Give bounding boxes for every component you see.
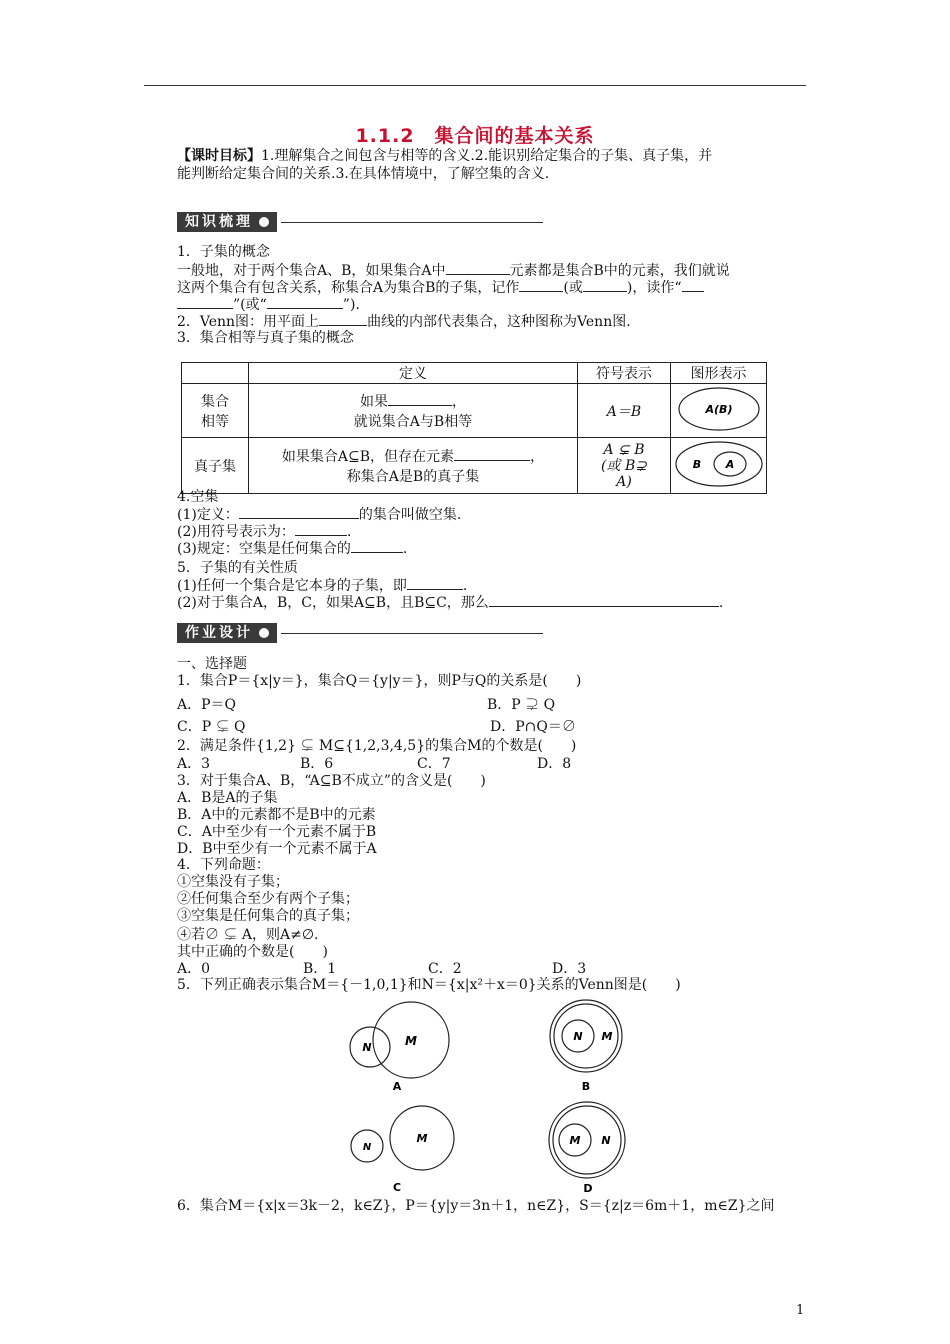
q4-option-b[interactable]: B．1: [303, 961, 337, 977]
q5-venn-option-a[interactable]: [345, 998, 455, 1094]
venn-label-n: N: [362, 1142, 372, 1153]
q1-option-a[interactable]: A．P＝Q: [177, 697, 237, 713]
k1-line-1: [177, 262, 730, 280]
row-proper-definition: [249, 438, 578, 494]
k5-head: 5．子集的有关性质: [177, 560, 298, 576]
venn-proper-diagram: [673, 439, 765, 489]
table-header-symbol: 符号表示: [578, 363, 671, 384]
row-equal-name: [182, 384, 249, 438]
def-text-2: 称集合A是B的真子集: [346, 468, 480, 485]
venn-option-letter: C: [392, 1181, 402, 1194]
k5-line-2: [177, 594, 723, 612]
q4-statement-2: ②任何集合至少有两个子集；: [177, 891, 359, 907]
venn-label-m: M: [601, 1030, 613, 1043]
q1-option-c[interactable]: C．P ⊊ Q: [177, 719, 246, 735]
k2-a: 2．Venn图：用平面上: [177, 314, 320, 330]
def-text: 如果: [360, 393, 388, 410]
venn-label-n: N: [601, 1134, 611, 1147]
venn-outer-label: B: [692, 457, 701, 471]
def-text: 如果集合A⊆B，但存在元素: [281, 448, 455, 465]
q2-option-a[interactable]: A．3: [177, 756, 211, 772]
k4-line-2: [177, 523, 351, 541]
q5-venn-option-d[interactable]: [540, 1100, 640, 1196]
venn-outer-ellipse: [676, 442, 762, 486]
venn-option-letter: D: [583, 1182, 593, 1195]
sym-3: A): [616, 473, 632, 490]
k1-l2a: 这两个集合有包含关系，称集合A为集合B的子集，记作: [177, 280, 520, 296]
k2-b: 曲线的内部代表集合，这种图称为Venn图.: [367, 314, 631, 330]
section-rule: [281, 222, 543, 223]
k2-line: [177, 313, 631, 331]
k5-l1a: (1)任何一个集合是它本身的子集，即: [177, 578, 407, 594]
q3-option-c[interactable]: C．A中至少有一个元素不属于B: [177, 824, 377, 840]
venn-label-n: N: [573, 1030, 583, 1043]
row-equal-symbol: A＝B: [578, 384, 671, 438]
k1-l1a: 一般地，对于两个集合A、B，如果集合A中: [177, 263, 446, 279]
q4-statement-4: ④若∅ ⊊ A，则A≠∅.: [177, 927, 319, 943]
sym-2: (或 B⊋: [601, 457, 647, 474]
set-relation-table: [181, 362, 767, 494]
k3-head: 3．集合相等与真子集的概念: [177, 330, 354, 346]
k4-l2b: .: [346, 524, 352, 540]
section-knowledge-label: [177, 212, 277, 232]
page-title: 1.1.2 集合间的基本关系: [355, 125, 595, 147]
venn-equal-label: A(B): [705, 402, 732, 416]
hw-part-title: 一、选择题: [177, 656, 247, 672]
k1-l1b: 元素都是集合B中的元素，我们就说: [509, 263, 730, 279]
fill-blank[interactable]: [295, 523, 347, 536]
q6-stem: 6．集合M＝{x|x＝3k－2，k∈Z}，P＝{y|y＝3n＋1，n∈Z}，S＝{z|z＝6m＋1，m∈Z}之间: [177, 1198, 775, 1214]
table-corner: [182, 363, 249, 384]
table-row-equal: [182, 384, 767, 438]
fill-blank[interactable]: [446, 262, 510, 275]
k4-head: 4.空集: [177, 489, 219, 505]
q2-stem: 2．满足条件{1,2} ⊊ M⊆{1,2,3,4,5}的集合M的个数是( ): [177, 738, 577, 754]
row-equal-definition: [249, 384, 578, 438]
goal-line-1: [177, 148, 712, 165]
q3-option-d[interactable]: D．B中至少有一个元素不属于A: [177, 841, 377, 857]
fill-blank[interactable]: [177, 296, 233, 309]
q2-option-b[interactable]: B．6: [300, 756, 334, 772]
q4-statement-1: ①空集没有子集；: [177, 874, 289, 890]
row-equal-diagram: [671, 384, 767, 438]
goal-text-1: 1.理解集合之间包含与相等的含义.2.能识别给定集合的子集、真子集，并: [261, 148, 713, 164]
q4-ask: 其中正确的个数是( ): [177, 944, 328, 960]
venn-inner-label: A: [725, 457, 734, 471]
section-homework: [177, 623, 543, 643]
k4-l2a: (2)用符号表示为：: [177, 524, 295, 540]
section-homework-text: 作业设计: [185, 625, 253, 641]
venn-option-letter: B: [581, 1080, 591, 1093]
table-header-diagram: 图形表示: [671, 363, 767, 384]
q2-option-c[interactable]: C．7: [417, 756, 451, 772]
def-tail: ，: [452, 393, 466, 410]
k5-line-1: [177, 577, 467, 595]
fill-blank[interactable]: [319, 313, 367, 326]
k4-l1b: 的集合叫做空集.: [358, 507, 462, 523]
row-equal-name-2: 相等: [201, 413, 229, 430]
fill-blank[interactable]: [519, 279, 563, 292]
fill-blank[interactable]: [351, 540, 403, 553]
q5-venn-option-b[interactable]: [540, 998, 640, 1094]
venn-circle-outer-inner-ring: [553, 1106, 621, 1174]
q5-venn-option-c[interactable]: [345, 1103, 455, 1195]
fill-blank[interactable]: [489, 594, 719, 607]
venn-label-m: M: [569, 1134, 581, 1147]
fill-blank[interactable]: [267, 296, 343, 309]
venn-label-n: N: [362, 1041, 372, 1054]
q1-stem: 1．集合P＝{x|y＝}，集合Q＝{y|y＝}，则P与Q的关系是( ): [177, 673, 582, 689]
goal-tag: 【课时目标】: [177, 148, 261, 164]
q3-stem: 3．对于集合A、B，“A⊆B不成立”的含义是( ): [177, 773, 486, 789]
k5-l2a: (2)对于集合A，B，C，如果A⊆B，且B⊆C，那么: [177, 595, 489, 611]
fill-blank[interactable]: [682, 279, 704, 292]
q1-option-d[interactable]: D．P∩Q＝∅: [490, 719, 576, 735]
fill-blank[interactable]: [407, 577, 463, 590]
k1-l2c: )，读作“: [626, 280, 682, 296]
goal-line-2: 能判断给定集合间的关系.3.在具体情境中，了解空集的含义.: [177, 166, 550, 182]
q4-option-d[interactable]: D．3: [552, 961, 587, 977]
q4-option-a[interactable]: A．0: [177, 961, 211, 977]
k1-line-3: [177, 296, 360, 314]
venn-equal-diagram: [676, 385, 762, 433]
row-equal-name-1: 集合: [201, 393, 229, 410]
def-text-2: 就说集合A与B相等: [353, 413, 473, 430]
k1-l3b: ”).: [342, 297, 360, 313]
k4-l1a: (1)定义：: [177, 507, 239, 523]
venn-label-m: M: [416, 1132, 428, 1145]
q4-stem: 4．下列命题：: [177, 857, 270, 873]
sym-1: A ⊊ B: [603, 441, 645, 458]
k4-line-1: [177, 506, 461, 524]
k1-line-2: [177, 279, 704, 297]
fill-blank[interactable]: [239, 506, 359, 519]
venn-circle-outer: [549, 1102, 625, 1178]
table-row-proper: [182, 438, 767, 494]
q5-stem: 5．下列正确表示集合M＝{－1,0,1}和N＝{x|x²＋x＝0}关系的Venn图是( ): [177, 977, 681, 993]
q4-option-c[interactable]: C．2: [428, 961, 462, 977]
header-rule: [144, 85, 806, 86]
k4-l3a: (3)规定：空集是任何集合的: [177, 541, 351, 557]
section-homework-label: [177, 623, 277, 643]
k1-l3a: ”(或“: [233, 297, 267, 313]
k5-l2b: .: [718, 595, 724, 611]
section-rule: [281, 633, 543, 634]
q3-option-a[interactable]: A．B是A的子集: [177, 790, 278, 806]
table-header-definition: 定义: [249, 363, 578, 384]
section-knowledge: [177, 212, 543, 232]
q3-option-b[interactable]: B．A中的元素都不是B中的元素: [177, 807, 376, 823]
bullet-dot-icon: [259, 628, 269, 638]
q4-statement-3: ③空集是任何集合的真子集；: [177, 908, 359, 924]
k5-l1b: .: [462, 578, 468, 594]
q1-option-b[interactable]: B．P ⊋ Q: [487, 697, 556, 713]
fill-blank[interactable]: [454, 448, 530, 461]
k4-l3b: .: [402, 541, 408, 557]
venn-option-letter: A: [392, 1080, 402, 1093]
row-proper-diagram: [671, 438, 767, 494]
k1-l2b: (或: [563, 280, 583, 296]
fill-blank[interactable]: [388, 393, 452, 406]
def-tail: ，: [530, 448, 545, 465]
page-number: 1: [796, 1303, 805, 1318]
section-knowledge-text: 知识梳理: [185, 214, 253, 230]
row-proper-symbol: [578, 438, 671, 494]
row-proper-name: 真子集: [182, 438, 249, 494]
fill-blank[interactable]: [583, 279, 627, 292]
bullet-dot-icon: [259, 217, 269, 227]
k4-line-3: [177, 540, 407, 558]
venn-label-m: M: [405, 1034, 417, 1048]
k1-head: 1．子集的概念: [177, 244, 270, 260]
q2-option-d[interactable]: D．8: [537, 756, 572, 772]
